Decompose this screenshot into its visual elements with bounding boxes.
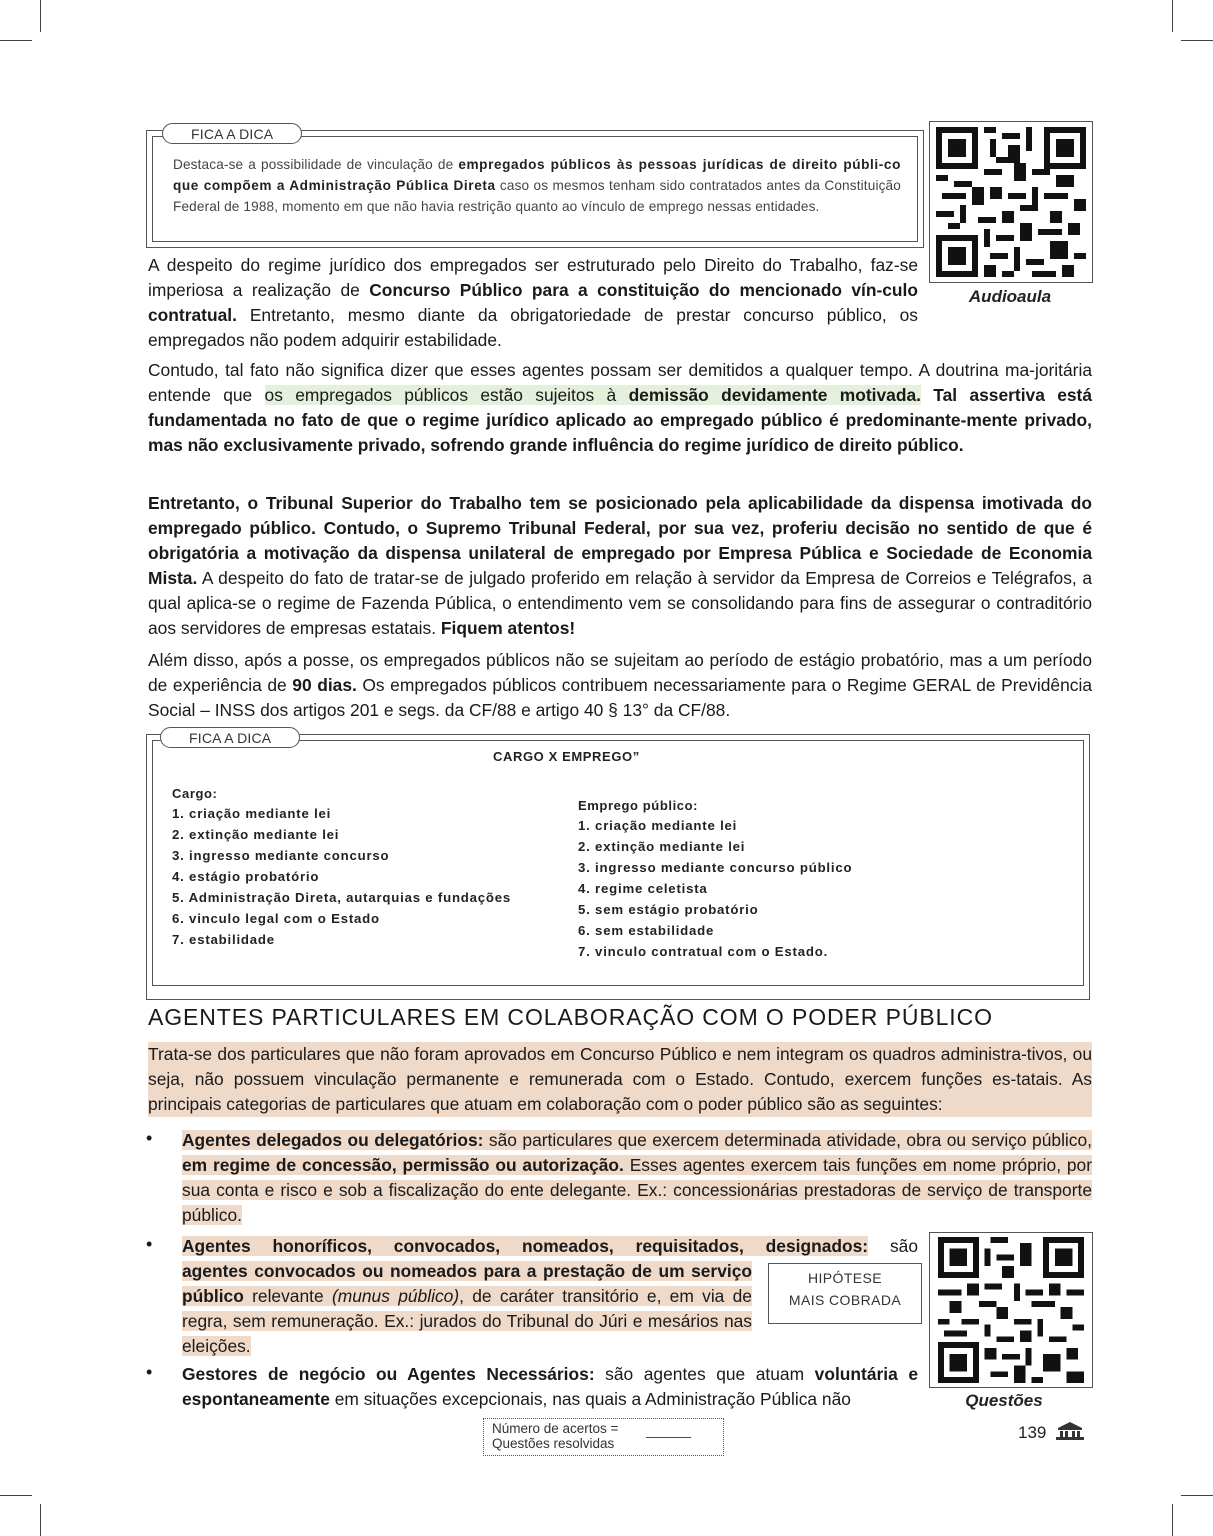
hint-line: HIPÓTESE	[808, 1270, 882, 1286]
list-item: 1. criação mediante lei	[172, 806, 332, 821]
cargo-heading: Cargo:	[172, 786, 218, 801]
crop-mark	[0, 1495, 32, 1496]
section-title: AGENTES PARTICULARES EM COLABORAÇÃO COM O PODER PÚBLICO	[148, 1004, 993, 1030]
bullet-symbol: •	[146, 1128, 153, 1148]
paragraph-2: Contudo, tal fato não significa dizer que esses agentes possam ser demitidos a qualquer tempo. A doutrina ma-joritária entende que os empregados públicos estão sujeitos à demissão devidamente motivada. Tal assertiva está fundamentada no fato de que o regime jurídico aplicado ao empregado público é predominante-mente privado, mas não exclusivamente privado, sofrendo grande influência do regime jurídico de direito público.	[148, 360, 1093, 455]
score-counter	[483, 1418, 724, 1456]
list-item: 2. extinção mediante lei	[578, 839, 746, 854]
comparison-title: CARGO X EMPREGO”	[493, 749, 640, 764]
list-item: 7. estabilidade	[172, 932, 275, 947]
counter-line-1: Número de acertos =	[492, 1421, 619, 1436]
qr-questoes[interactable]	[929, 1232, 1093, 1388]
crop-mark	[1181, 1495, 1213, 1496]
bullet-symbol: •	[146, 1234, 153, 1254]
list-item: 6. vinculo legal com o Estado	[172, 911, 380, 926]
hint-line: MAIS COBRADA	[788, 1292, 902, 1308]
list-item: 1. criação mediante lei	[578, 818, 738, 833]
temple-icon	[1055, 1421, 1085, 1441]
qr-audioaula[interactable]	[929, 121, 1093, 283]
crop-mark	[1172, 0, 1173, 32]
crop-mark	[1181, 40, 1213, 41]
list-item: 3. ingresso mediante concurso	[172, 848, 390, 863]
bullet-symbol: •	[146, 1362, 153, 1382]
list-item: 5. Administração Direta, autarquias e fundações	[172, 890, 512, 905]
emprego-heading: Emprego público:	[578, 798, 699, 813]
crop-mark	[0, 40, 32, 41]
qr-questoes-caption: Questões	[965, 1391, 1043, 1410]
counter-blank: ______	[646, 1423, 692, 1438]
tip-tab-1: FICA A DICA	[162, 123, 302, 144]
qr-code-icon	[936, 127, 1086, 277]
paragraph-4: Além disso, após a posse, os empregados públicos não se sujeitam ao período de estágio probatório, mas a um período de experiência de 90 dias. Os empregados públicos contribuem necessariamente para o Regime GERAL de Previdência Social – INSS dos artigos 201 e segs. da CF/88 e artigo 40 § 13° da CF/88.	[148, 650, 1092, 720]
most-asked-hint-box	[768, 1263, 922, 1324]
list-item: 6. sem estabilidade	[578, 923, 715, 938]
crop-mark	[1172, 1504, 1173, 1536]
cargo-column	[172, 786, 511, 950]
page-number: 139	[1018, 1423, 1047, 1442]
crop-mark	[40, 0, 41, 32]
tip-text-1: Destaca-se a possibilidade de vinculação de empregados públicos às pessoas jurídicas de direito públi-co que compõem a Administração Pública Direta caso os mesmos tenham sido contratados antes da Constituição Federal de 1988, momento em que não havia restrição quanto ao vínculo de emprego nessas entidades.	[173, 157, 901, 214]
paragraph-1: A despeito do regime jurídico dos empregados ser estruturado pelo Direito do Trabalho, faz-se imperiosa a realização de Concurso Público para a constituição do mencionado vín-culo contratual. Entretanto, mesmo diante da obrigatoriedade de prestar concurso público, os empregados não podem adquirir estabilidade.	[148, 255, 918, 350]
qr-audioaula-caption: Audioaula	[968, 287, 1052, 306]
emprego-column	[578, 798, 852, 962]
bullet-item-honorificos: agentes convocados ou nomeados para a prestação de um serviço público relevante (munus público), de caráter transitório e, em via de regra, sem remuneração. Ex.: jurados do Tribunal do Júri e mesários nas eleições.	[182, 1261, 752, 1356]
bullet-item-honorificos-line1: Agentes honoríficos, convocados, nomeados, requisitados, designados: são	[182, 1236, 918, 1256]
list-item: 5. sem estágio probatório	[578, 902, 759, 917]
list-item: 3. ingresso mediante concurso público	[578, 860, 853, 875]
tip-tab-2: FICA A DICA	[160, 727, 300, 748]
paragraph-3: Entretanto, o Tribunal Superior do Trabalho tem se posicionado pela aplicabilidade da dispensa imotivada do empregado público. Contudo, o Supremo Tribunal Federal, por sua vez, proferiu decisão no sentido de que é obrigatória a motivação da dispensa unilateral de empregado por Empresa Pública e Sociedade de Economia Mista. A despeito do fato de tratar-se de julgado proferido em relação à servidor da Empresa de Correios e Telégrafos, a qual aplica-se o regime de Fazenda Pública, o entendimento vem se consolidando para fins de assegurar o contraditório aos servidores de empresas estatais. Fiquem atentos!	[148, 493, 1092, 638]
counter-line-2: Questões resolvidas	[492, 1436, 615, 1451]
list-item: 4. regime celetista	[578, 881, 708, 896]
list-item: 2. extinção mediante lei	[172, 827, 340, 842]
qr-code-icon	[938, 1237, 1084, 1383]
bullet-item-delegados: Agentes delegados ou delegatórios: são particulares que exercem determinada atividade, obra ou serviço público, em regime de concessão, permissão ou autorização. Esses agentes exercem tais funções em nome próprio, por sua conta e risco e sob a fiscalização do ente delegante. Ex.: concessionárias prestadoras de serviço de transporte público.	[182, 1130, 1092, 1225]
intro-paragraph: Trata-se dos particulares que não foram aprovados em Concurso Público e nem integram os quadros administra-tivos, ou seja, não possuem vinculação permanente e remunerada com o Estado. Contudo, exercem funções es-tatais. As principais categorias de particulares que atuam em colaboração com o poder público são as seguintes:	[148, 1042, 1092, 1117]
list-item: 4. estágio probatório	[172, 869, 320, 884]
bullet-item-gestores: Gestores de negócio ou Agentes Necessários: são agentes que atuam voluntária e espontaneamente em situações excepcionais, nas quais a Administração Pública não	[182, 1364, 918, 1409]
crop-mark	[40, 1504, 41, 1536]
list-item: 7. vinculo contratual com o Estado.	[578, 944, 829, 959]
